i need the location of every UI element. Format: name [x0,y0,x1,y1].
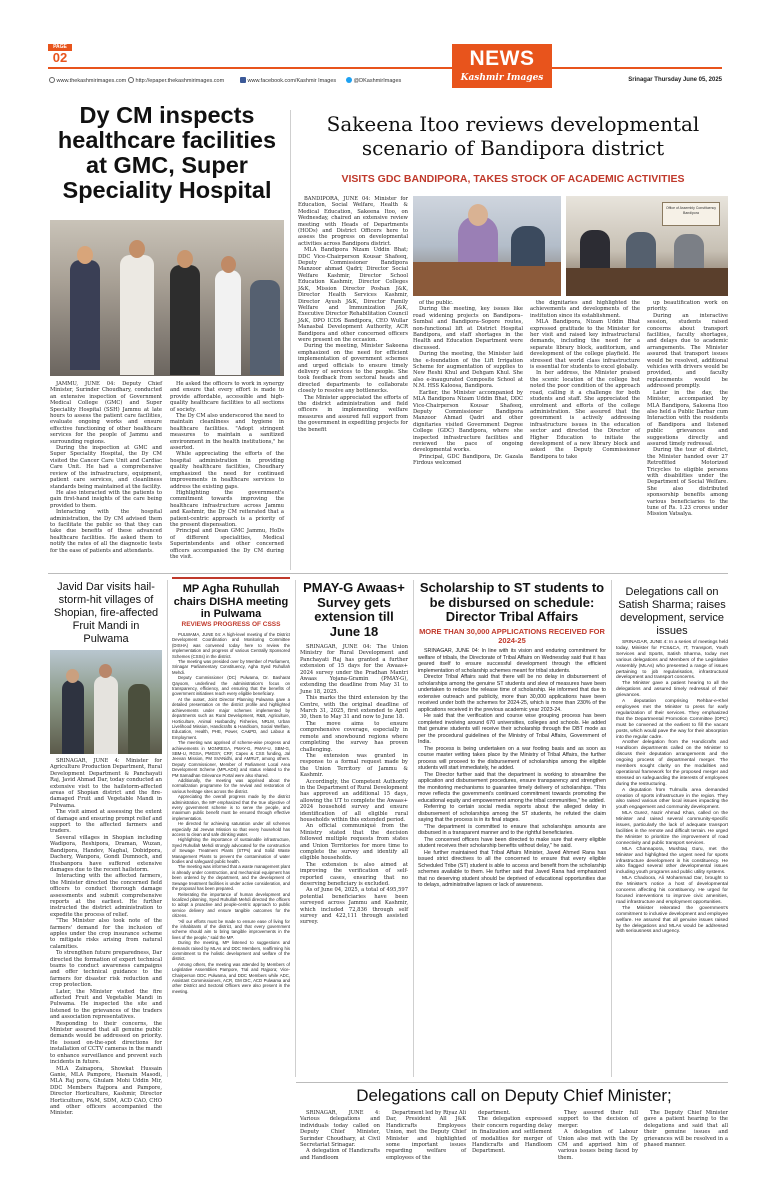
agha-col: PULWAMA, JUNE 04: A high-level meeting of the District Development Coordination and Monitoring Committee (DISHA) was convened today here to review the implementation and progress of various Centrally Sponsored Schemes (CSSs) in the district. The meeting was presided over by Member of Parliament, Srinagar Parliamentary Constituency, Agha Syed Ruhullah Mehdi. Deputy Commissioner (DC) Pulwama, Dr. Basharat Qayoom, underlined the administration's focus on transparency, efficiency, and ensuring that the benefits of government initiatives reach every eligible beneficiary. At the outset, Joint Director Planning Pulwama gave a detailed presentation on the district profile and highlighted achievements under major schemes implemented by departments such as Rural Development, R&B, Agriculture, Horticulture, Animal Husbandry, Fisheries, NRLM, Urban Livelihood Mission, Handicrafts & Handloom, Social Welfare, Education, Health, PHE, Power, CA&PD, and Labour & Employment. The meeting was apprised of scheme-wise progress and achievements in MGNREGA, PMAY-G, PMAY-U, SBM-G, SBM-U, RGSA, PMGSY, CRF, Capex & CSS funding, Jal Jeevan Mission, PM SVANidhi, and AMRUT, among others. Deputy Commissioner, Member of Parliament Local Area Development Scheme (MPLADS) and status related to the PM Samadhan Grievance Portal were also shared. Additionally, the meeting was apprised about the normalization programme for the revival and restoration of various heritage sites across the district. Appreciating the overall progress made by the district administration, the MP emphasized that the true objective of every government scheme is to serve the people, and maximum public benefit must be ensured through effective implementation. He directed for achieving saturation under all schemes especially Jal Jeevan Mission so that every household has access to clean and safe drinking water. Highlighting the importance of sustainable infrastructure, Syed Ruhullah Mehdi strongly advocated for the construction of Sewage Treatment Plants (STPs) and Solid Waste Management Plants to prevent the contamination of water bodies and safeguard public health. The meeting was informed that a waste management plant is already under construction, and mechanical equipment has been ordered by the department, and the development of Sewage treatment facilities is under active consideration, and the proposal has been prepared. Reiterating the importance of human development and localized planning, Syed Ruhullah Mehdi directed the officers to adopt a proactive and people-centric approach to public service delivery and ensure tangible outcomes for the citizens. "All our efforts must be made to ensure ease of living for the inhabitants of the district, and that every government scheme should aim to bring tangible improvements in the lives of the people," said the MP. During the meeting, MP listened to suggestions and demands raised by MLAs and DDC Members, reaffirming his commitment to the holistic development and welfare of the district. Among others, the meeting was attended by Members of Legislative Assemblies Pampore, Tral and Rajpora; Vice-Chairperson DDC Pulwama, and DDC Members while ADC, Assistant Commissioners, ACR, GM DIC, ACD Pulwama and other District and Sectoral Officers were also present in the meeting. [172,632,290,994]
headline-gmc: Dy CM inspects healthcare facilities at GMC, Super Speciality Hospital [57,102,277,203]
column-divider [167,580,168,1077]
epaper-link[interactable] [128,77,224,84]
deputy-col-4: They assured their full support to the decision of merger. A delegation of Labour Union also met with the Dy CM and apprised him of various issues being faced by them. [558,1110,638,1161]
twitter-link[interactable] [346,77,401,84]
twitter-icon [346,77,352,83]
deputy-col-2: Department led by Riyaz Ali Dar, President All J&K Handicrafts Employees Union, met the Deputy Chief Minister and highlighted some important issues regarding welfare of employees of the [386,1110,466,1161]
epaper-url: http://epaper.thekashmirimages.com [135,78,225,84]
pmay-col: SRINAGAR, JUNE 04: The Union Ministry for Rural Development and Panchayati Raj has granted a further extension of 15 days for the Awaas+ 2024 survey under the Pradhan Mantri Awaas Yojana-Gramin (PMAY-G), extending the deadline from May 31 to June 18, 2025. This marks the third extension by the Centre, with the original deadline of March 31, 2025, first extended to April 30, then to May 31 and now to June 18. The move aims to ensure comprehensive coverage, especially in remote and snowbound regions where completing the survey has proven challenging. The extension was granted in response to a formal request made by the Union Territory of Jammu & Kashmir. Accordingly, the Competent Authority in the Department of Rural Development has approved an additional 15 days, allowing the UT to complete the Awaas+ 2024 household survey and ensure identification of all eligible rural households within this extended period. An official communiqué from the Ministry stated that the decision followed multiple requests from states and Union Territories for more time to complete the survey and identify all eligible households. The extension is also aimed at improving the verification of self-reported cases, ensuring that no deserving beneficiary is excluded. As of June 04, 2025, a total of 495,597 potential beneficiaries have been surveyed across Jammu and Kashmir, which included 72,836 through self survey and 422,111 through assisted survey. [300,644,408,926]
office-banner: Office of Assembly Constituency Bandipora [662,202,720,226]
section-rule-lower [296,1082,728,1083]
headline-satish: Delegations call on Satish Sharma; raises development, service issues [618,586,726,637]
column-divider [413,580,414,1077]
deputy-col-3: department. The delegation expressed their concern regarding delay in finalization and settlement of modalities for merger of Handicrafts and Handloom Department. [472,1110,552,1155]
gmc-col-1: JAMMU, JUNE 04: Deputy Chief Minister, Surinder Choudhary, conducted an extensive inspection of Government Medical College (GMC) and Super Speciality Hospital (SSH) Jammu at late hours to assess the patient care facilities, evaluate ongoing works and ensure effective functioning of other healthcare services for the people of Jammu and surrounding regions. During the inspection at GMC and Super Speciality Hospital, the Dy CM visited the Cancer Care Unit and Cardiac Care Unit. He had a comprehensive review of the infrastructure, equipment, patient care services, and cleanliness standards being maintained at the facility. He also interacted with the patients to gain first-hand insights of the care being provided to them. Interacting with the hospital administration, the Dy CM advised them to facilitate the public so that they can take due benefits of these advanced healthcare facilities. He asked them to notify the rates of all the diagnostic tests for the ease of patients and attendants. [50,381,162,554]
sakeena-col-3: the dignitaries and highlighted the achievements and developments of the institution since its establishment. MLA Bandipora, Nizam Uddin Bhat expressed gratitude to the Minister for her visit and raised key infrastructural demands, including the need for a separate library block, auditorium, and development of the college playfield. He stressed that world class infrastructure is essential for students to excel globally. In her address, the Minister praised the scenic location of the college but noted the poor condition of the approach road, calling it a challenge for both students and staff. She appreciated the enrolment and efforts of the college administration. She assured that the government is actively addressing infrastructure issues in the education sector and directed the Director of Higher Education to initiate the development of a new library block and asked the Deputy Commissioner Bandipora to take [530,300,640,460]
headline-sakeena: Sakeena Itoo reviews developmental scenario of Bandipora district [326,112,700,160]
column-divider [611,580,612,1077]
paper-name: Kashmir Images [460,73,544,83]
page-label: PAGE [48,44,72,51]
page-number: 02 [52,50,68,65]
masthead-rule [48,67,452,69]
photo-javid-visit [50,650,162,754]
box-accent-agha [172,577,290,579]
deputy-col-1: SRINAGAR, JUNE 4: Various delegations and individuals today called on Deputy Chief Minister, Surinder Choudhary, at Civil Secretariat Srinagar. A delegation of Handicrafts and Handloom [300,1110,380,1161]
column-divider [290,110,291,570]
headline-agha: MP Agha Ruhullah chairs DISHA meeting in Pulwama [173,583,289,620]
sakeena-col-2: of the public. During the meeting, key issues like road widening projects on Bandipora–Sumbal and Bandipora–Sopore routes, non-functional lift at District Hospital Bandipora, and staff shortages in the Health and Education Department were discussed. During the meeting, the Minister laid the e-foundation of the Lift Irrigation Scheme for augmentation of supplies to New Reshi Khul and Dehgam Khul. She also e-inaugurated Composite School at N.M. HSS Kaloosa, Bandipora. Earlier, the Minister accompanied by MLA Bandipora Nizam Uddin Bhat, DDC Vice-Chairperson Kousar Shafeeq, Deputy Commissioner Bandipora Manzoor Ahmad Qadri and other dignitaries visited Government Degree College (GDC) Bandipora, where she inspected infrastructure facilities and reviewed the pace of ongoing developmental works. Principal, GDC Bandipora, Dr. Gazala Firdous welcomed [413,300,523,467]
deputy-col-5: The Deputy Chief Minister gave a patient hearing to the delegations and said that all their genuine issues and grievances will be resolved in a phased manner. [644,1110,728,1149]
twitter-handle: @DKashmirImages [353,78,402,84]
sakeena-col-4: up beautification work on priority. During an interactive session, students raised concerns about transport facilities, faculty shortages, and delays due to academic arrangements. The Minister assured that transport issues would be resolved, additional vehicles with drivers would be provided, and faculty replacements would be addressed promptly. Later in the day, the Minister, accompanied by MLA Bandipora, Sakeena Itoo also held a Public Darbar cum Interaction with the residents of Bandipora and listened public grievances and suggestions directly and assured timely redressal. During the tour of district, the Minister handed over 27 Retrofitted Motorized Tricycles to eligible persons with disabilities under the Department of Social Welfare. She also distributed sponsorship benefits among various beneficiaries to the tune of Rs. 1.23 crores under Mission Vatsalya. [647,300,728,518]
scholarship-col: SRINAGAR, JUNE 04: In line with its vision and enduring commitment for welfare of tribals, the Directorate of Tribal Affairs on Wednesday said that it has geared itself to ensure successful development through the efficient implementation of scholarship schemes meant for tribal students. Director Tribal Affairs said that there will be no delay in disbursement of scholarships among the genuine ST students and slew of measures have been undertaken to reduce the release time of scholarship. He informed that due to extensive outreach and publicity, more than 30,000 applications have been received under both the schemes for 2024-25, which is more than 230% of the applications received in the previous academic year 2023-24. He said that the verification and course wise grouping process has been completed involving around 670 universities, colleges and schools. He added that genuine students will receive their scholarship through the DBT mode as per the procedural guidelines of the Ministry of Tribal Affairs, Government of India. The process is being undertaken on a war footing basis and as soon as course master vetting takes place by the Ministry of Tribal Affairs, the further process will proceed to the disbursement of scholarships among the eligible students will start immediately, he added. The Director further said that the department is working to streamline the application and disbursement procedures, ensure transparency and strengthen the monitoring mechanisms to guarantee timely delivery of scholarships. "This move reflects the government's continued commitment towards promoting the educational equity and empowerment among the tribal communities," he added. Referring to certain social media reports about the alleged delay in disbursement of scholarships among the ST students, he refuted the claim saying that the process is in its final stages. "The department is committed to ensure that scholarships amounts are disbursed in a transparent manner and to the rightful beneficiaries. The concerned officers have been directed to make sure that every eligible student receives their scholarship benefits without delay," he said. He further maintained that Tribal Affairs Minister, Javed Ahmed Rana has issued strict directives to all the concerned to ensure that every eligible Scheduled Tribe (ST) student is able to access and benefit from the scholarship schemes available to them. He further said that Javed Rana had emphasized that no deserving student should be deprived of educational opportunities due to delays, administrative lapses or lack of awareness. [418,648,606,888]
section-rule-upper [48,573,728,574]
section-title: NEWS [469,47,535,70]
headline-deputy: Delegations call on Deputy Chief Minister; [356,1086,672,1105]
dateline: Srinagar Thursday June 05, 2025 [628,77,722,83]
kicker-scholarship: MORE THAN 30,000 APPLICATIONS RECEIVED FOR 2024-25 [419,627,605,645]
photo-gmc-inspection [50,220,284,376]
web-link[interactable] [49,77,126,84]
headline-javid: Javid Dar visits hail-storm-hit villages of Shopian, fire-affected Fruit Mandi in Pulwama [53,581,159,645]
news-banner [452,44,552,88]
headline-pmay: PMAY-G Awaas+ Survey gets extension till June 18 [303,580,405,639]
kicker-agha: REVIEWS PROGRESS OF CSSS [181,621,281,628]
masthead-rule-right [552,67,722,69]
satish-col: SRINAGAR, JUNE 4: In a series of meetings held today, Minister for FCS&CA, IT, Transport, Youth Services and Sports, Satish Sharma, today met various delegations and Members of the Legislative Assembly (MLAs) who presented a range of issues pertaining to job regularisation, infrastructural development and transport concerns. The Minister gave a patient hearing to all the delegations and assured timely redressal of their grievances. A deputation comprising Rehbar-e-Khel employees met the Minister to press for early regularization of their services. They emphasized that the Departmental Promotion Committee (DPC) must be convened at the earliest to fill the vacant posts, which would pave the way for their absorption into the regular cadre. Another delegation from the Handicrafts and Handloom departments called on the Minister to discuss their deputation arrangements and the ongoing process of departmental merger. The members sought clarity on the modalities and operational framework for the proposed merger and stressed on safeguarding the interests of employees during the restructuring. A deputation from Tulmulla area demanded creation of sports infrastructure in the region. They also raised various other local issues impacting the youth engagement and community development. MLA Gurez, Nazir Ahmad Khan, called on the Minister and raised several community-specific issues, particularly the lack of adequate transport facilities in the remote and difficult terrain. He urged the Minister to prioritize the improvement of road connectivity and public transport services. MLA Channapora, Mushtaq Guru, met the Minister and highlighted the urgent need for sports infrastructure development in his constituency. He also flagged several other developmental issues including youth programs and public utility systems. MLA Chadoora, Ali Mohammad Dar, brought to the Minister's notice a host of developmental concerns affecting his constituency. He urged for focused interventions to improve civic amenities, road infrastructure and employment opportunities. The Minister reiterated the government's commitment to inclusive development and employee welfare. He assured that all genuine issues raised by the delegations and MLAs would be addressed with seriousness and urgency. [616,640,728,935]
headline-scholarship: Scholarship to ST students to be disbursed on schedule: Director Tribal Affairs [419,580,605,624]
column-divider [295,580,296,1077]
javid-col: SRINAGAR, JUNE 4: Minister for Agriculture Production Department, Rural Development Department & Panchayati Raj, Javid Ahmad Dar, today conducted an extensive visit to the hailstorm-affected areas of Shopian district and the fire-damaged Fruit and Vegetable Mandi in Pulwama. The visit aimed at assessing the extent of damage and ensuring prompt relief and support to the affected farmers and traders. Several villages in Shopian including Wadipora, Reshipora, Draman, Wuzan, Bandipora, Handev, Naghal, Dobidpora, Dachery, Wanpora, Gondi Dumnoch, and Husbanpora have suffered extensive damages due to the recent hailstorm. Interacting with the affected farmers, the Minister directed the concerned field officers to conduct thorough damage assessments and submit comprehensive reports at the earliest. He further instructed the district administration to expedite the process of relief. "The Minister also took note of the farmers' demand for the inclusion of apples under the crop insurance scheme to mitigate risks arising from natural calamities. To strengthen future preparedness, Dar directed the formation of expert technical teams to conduct awareness campaigns and offer technical guidance to the farmers for disaster risk reduction and crop protection. Later, the Minister visited the fire affected Fruit and Vegetable Mandi in Pulwama. He inspected the site and listened to the grievances of the traders and association representatives. Responding to their concerns, the Minister assured that all genuine public demands would be addressed on priority. He issued on-the-spot directions for installation of CCTV cameras in the mandi to enhance surveillance and prevent such incidents in future. MLA Zainapora, Showkat Hussain Ganie, MLA Pampore, Hasnain Masodi, MLA Raj pora, Ghulam Mohi Uddin Mir, DDC Members Rajpora and Pampore, Director Horticulture, Kashmir, Director Horticulture, P&M, SDM, ACD CAO, CHO and other officers accompanied the Minister. [50,758,162,1117]
globe-icon [128,77,134,83]
facebook-link[interactable] [240,77,336,84]
photo-bandipora-office [566,196,728,296]
gmc-col-2: He asked the officers to work in synergy and ensure that every effort is made to provide affordable, accessible and high-quality healthcare facilities to all sections of society. The Dy CM also underscored the need to maintain cleanliness and hygiene in healthcare facilities. "Adopt stringent measures to maintain a sanitized environment in the health institutions," he asserted. While appreciating the efforts of the hospital administration in providing quality healthcare facilities, Choudhary emphasized the need for continued improvements in healthcare services to address the existing gaps. Highlighting the government's commitment towards improving the healthcare infrastructure across Jammu and Kashmir, the Dy CM reiterated that a patient-centric approach is a priority of the present dispensation. Principal and Dean GMC Jammu, HoDs of different specialities, Medical Superintendents and other concerned officers accompanied the Dy CM during the visit. [170,381,284,560]
sakeena-col-1: BANDIPORA, JUNE 04: Minister for Education, Social Welfare, Health & Medical Education, Sakeena Itoo, on Wednesday, chaired an extensive review meeting with Heads of Departments (HODs) and District Officers here to assess the progress on developmental activities across Bandipora district. MLA Bandipora Nizam Uddin Bhat; DDC Vice-Chairperson Kousar Shafeeq, Deputy Commissioner Bandipora Manzoor ahmad Qadri; Director Social Welfare Kashmir, Director School Education Kashmir, Director Colleges J&K, Mission Director Poshan J&K, Director Health Services Kashmir, Director Ayush J&K, Director Family Welfare and Immunization J&K, Executive Director Rehabilitation Council J&K, DPO ICDS Bandipora, CEO Wullar Manasbal Development Authority, ACR Bandipora and other concerned officers were present on the occasion. During the meeting, Minister Sakeena emphasized on the need for efficient implementation of government schemes and urged officials to ensure timely delivery of services to the people. She took feedback from sectoral heads and directed departments to collaborate closely to resolve any bottlenecks. The Minister appreciated the efforts of the district administration and field officers in implementing welfare measures and assured full support from the government in expediting projects for the benefit [298,196,408,433]
globe-icon [49,77,55,83]
kicker-sakeena: VISITS GDC BANDIPORA, TAKES STOCK OF ACADEMIC ACTIVITIES [341,173,685,185]
photo-review-meeting [413,196,561,296]
web-url: www.thekashmirimages.com [56,78,127,84]
facebook-handle: www.facebook.com/Kashmir Images [247,78,337,84]
facebook-icon [240,77,246,83]
